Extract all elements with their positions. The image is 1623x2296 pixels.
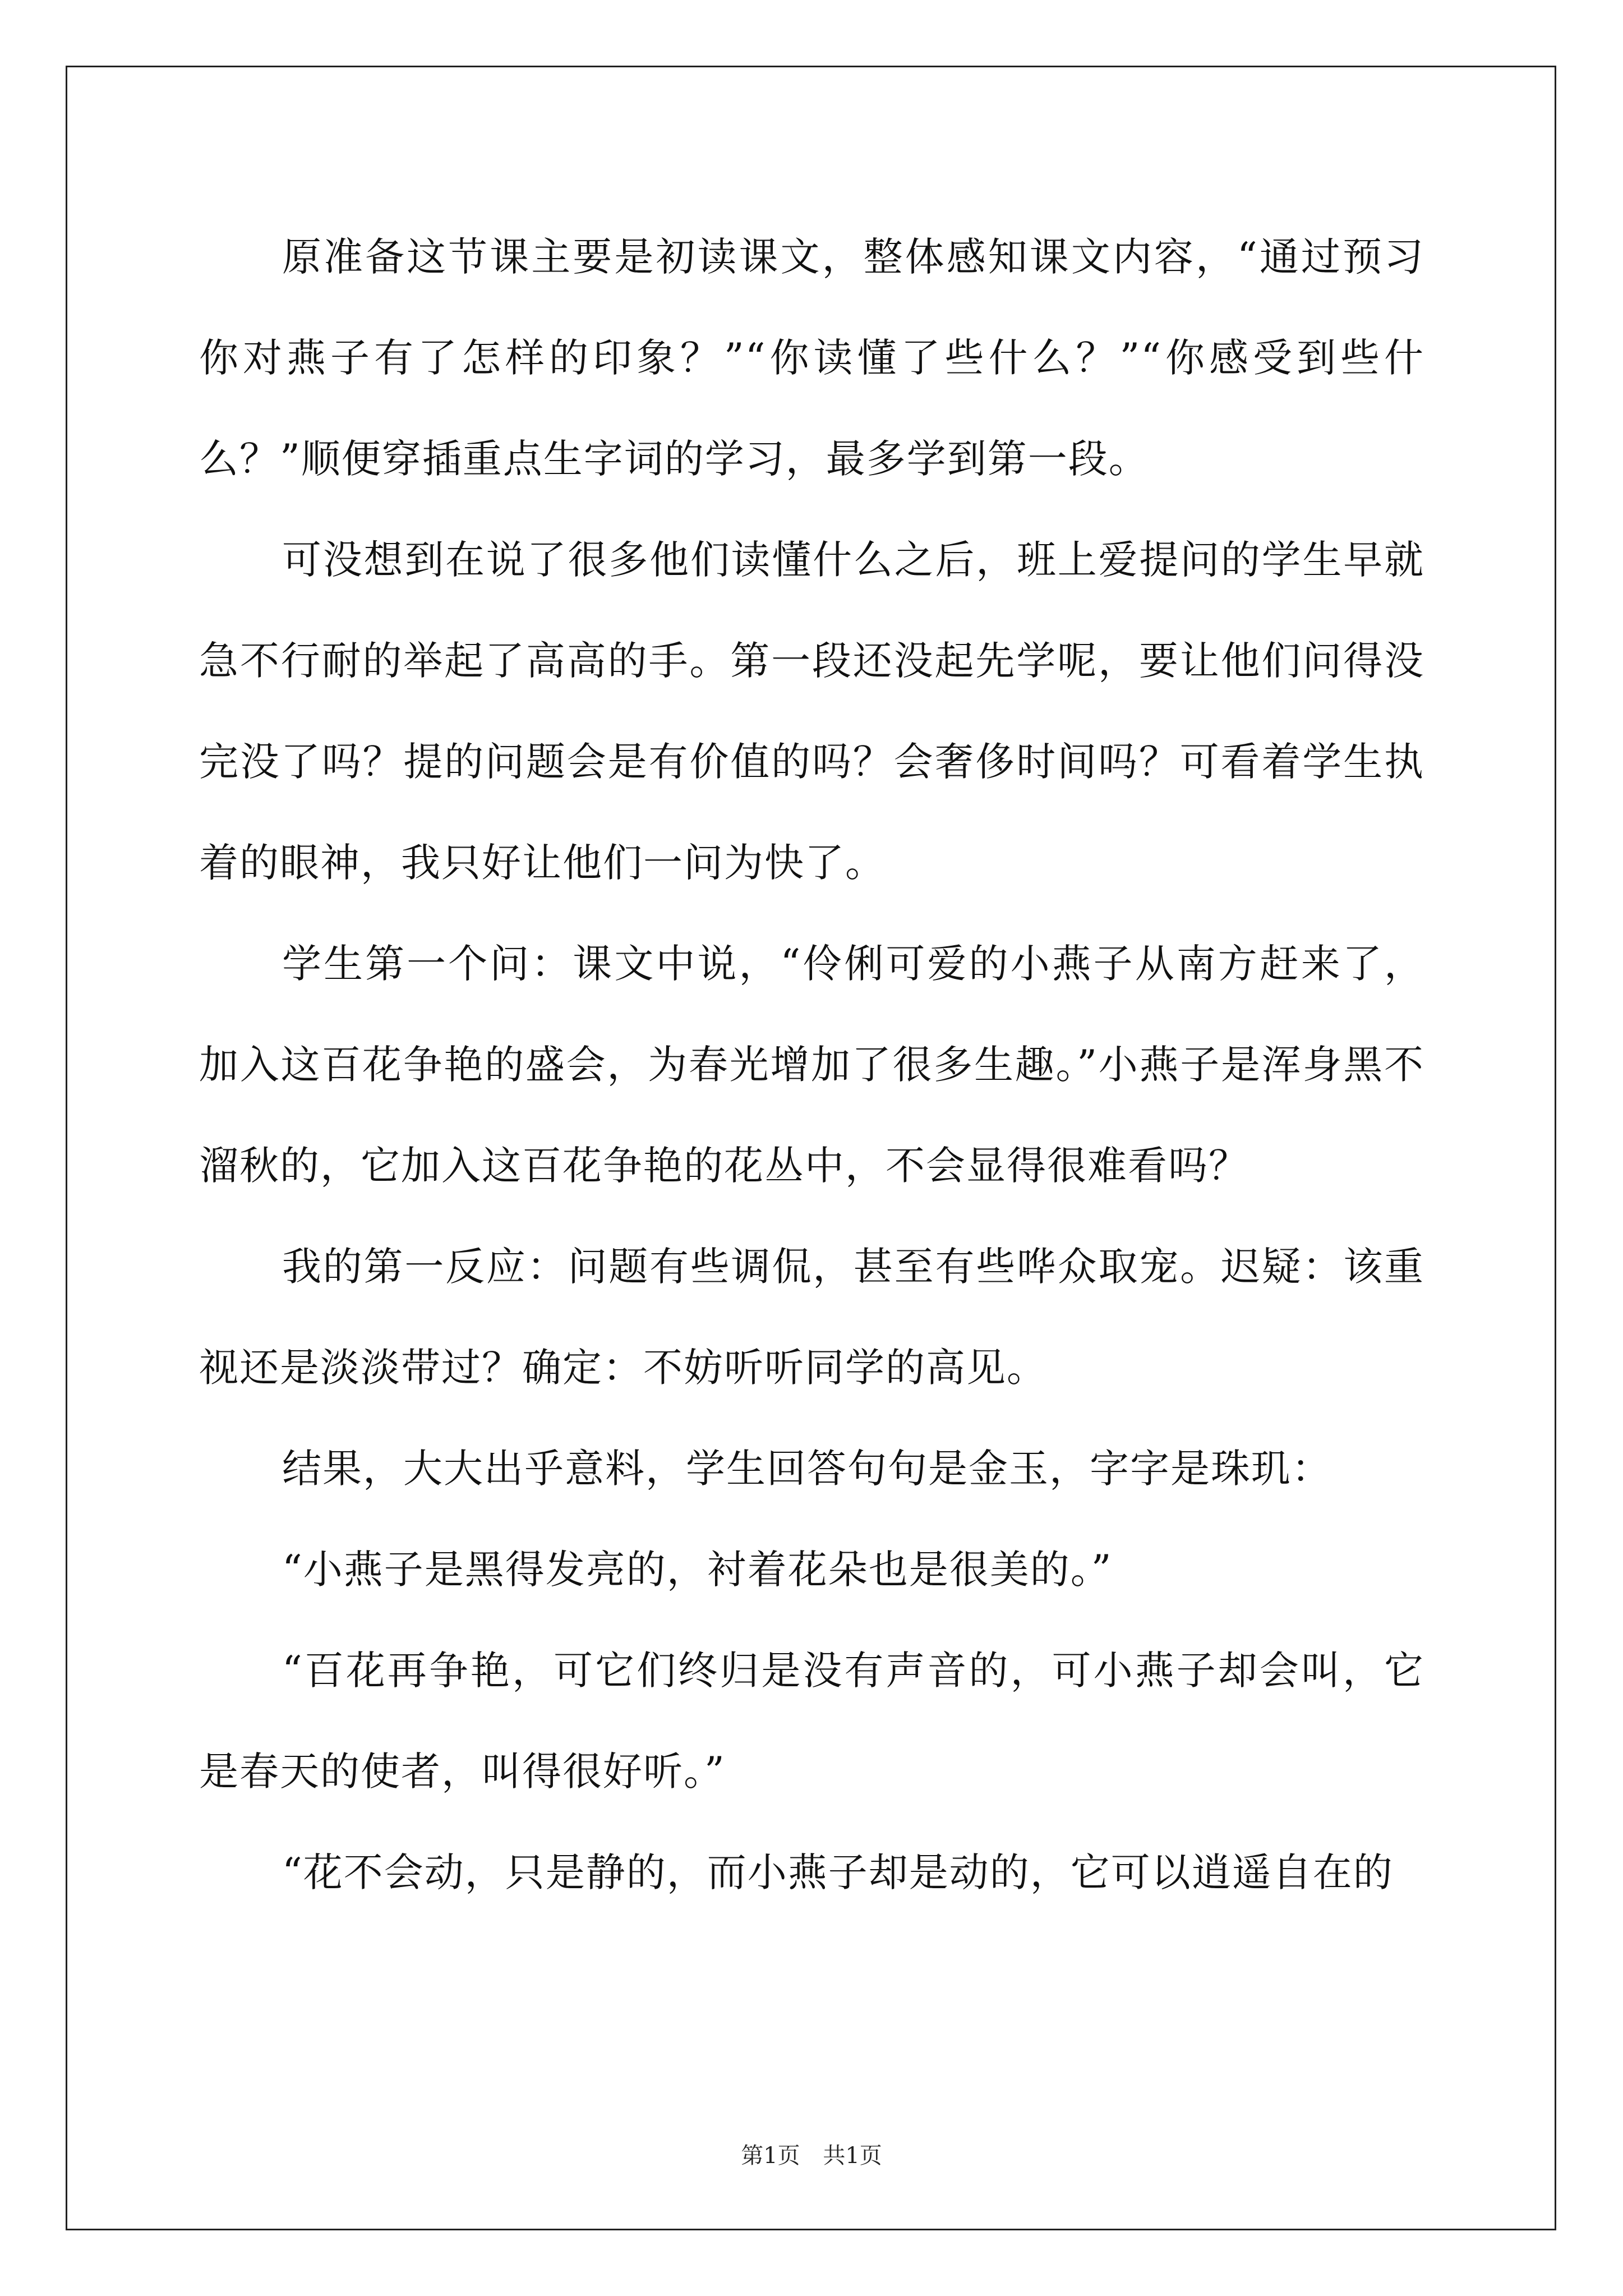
paragraph: “花不会动，只是静的，而小燕子却是动的，它可以逍遥自在的 bbox=[282, 1849, 1394, 1895]
paragraph: 原准备这节课主要是初读课文，整体感知课文内容，“通过预习你对燕子有了怎样的印象？”“你读懂了些什么？”“你感受到些什么？”顺便穿插重点生字词的学习，最多学到第一段。 bbox=[199, 234, 1424, 482]
page-footer bbox=[0, 2142, 1623, 2170]
paragraph: 我的第一反应：问题有些调侃，甚至有些哗众取宠。迟疑：该重视还是淡淡带过？确定：不妨听听同学的高见。 bbox=[199, 1244, 1424, 1391]
paragraph: 结果，大大出乎意料，学生回答句句是金玉，字字是珠玑： bbox=[282, 1446, 1332, 1492]
paragraph: 可没想到在说了很多他们读懂什么之后，班上爱提问的学生早就急不行耐的举起了高高的手。第一段还没起先学呢，要让他们问得没完没了吗？提的问题会是有价值的吗？会奢侈时间吗？可看着学生执着的眼神，我只好让他们一问为快了。 bbox=[199, 537, 1424, 886]
paragraph: “小燕子是黑得发亮的，衬着花朵也是很美的。” bbox=[282, 1547, 1113, 1593]
paragraph: “百花再争艳，可它们终归是没有声音的，可小燕子却会叫，它是春天的使者，叫得很好听。” bbox=[199, 1648, 1424, 1795]
document-body bbox=[199, 206, 1424, 1923]
page-number-total: 共1页 bbox=[823, 2143, 882, 2169]
paragraph: 学生第一个问：课文中说，“伶俐可爱的小燕子从南方赶来了，加入这百花争艳的盛会，为春光增加了很多生趣。”小燕子是浑身黑不溜秋的，它加入这百花争艳的花丛中，不会显得很难看吗？ bbox=[199, 941, 1424, 1189]
page-number-current: 第1页 bbox=[741, 2143, 800, 2169]
